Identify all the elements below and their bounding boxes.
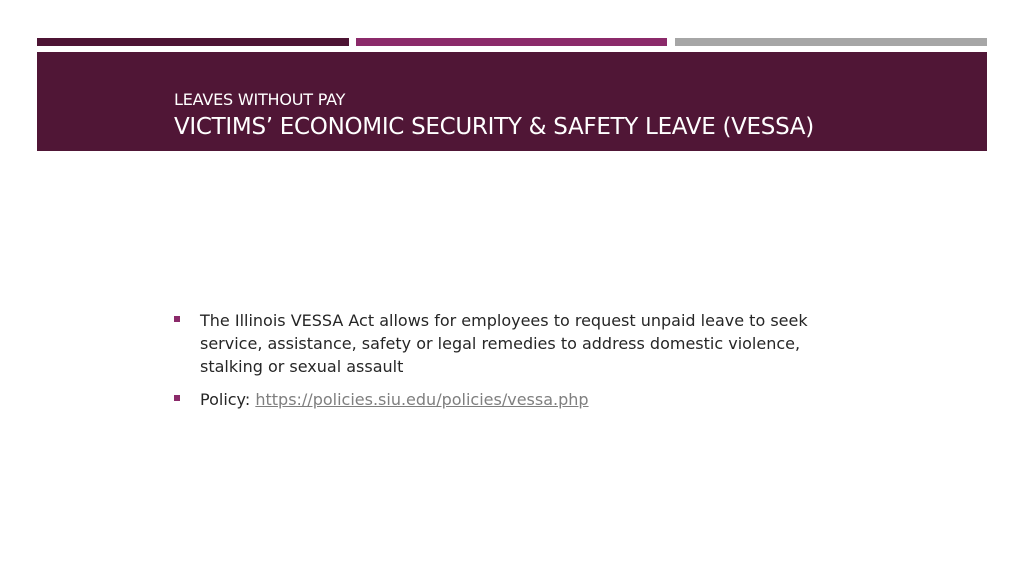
bullet-item-vessa-act <box>172 309 852 378</box>
accent-bar-gray <box>675 38 987 46</box>
policy-label: Policy: <box>200 390 256 409</box>
slide-title: VICTIMS’ ECONOMIC SECURITY & SAFETY LEAVE (VESSA) <box>174 114 814 140</box>
accent-bar-magenta <box>356 38 667 46</box>
bullet-item-policy <box>172 388 852 411</box>
policy-link[interactable]: https://policies.siu.edu/policies/vessa.php <box>255 390 589 409</box>
slide-subtitle: LEAVES WITHOUT PAY <box>174 90 346 109</box>
bullet-text <box>200 388 852 411</box>
content-area <box>172 309 852 421</box>
square-bullet-icon <box>174 316 180 322</box>
accent-bar-dark <box>37 38 349 46</box>
square-bullet-icon <box>174 395 180 401</box>
title-band <box>37 52 987 151</box>
bullet-text: The Illinois VESSA Act allows for employees to request unpaid leave to seek service, assistance, safety or legal remedies to address domestic violence, stalking or sexual assault <box>200 311 808 376</box>
